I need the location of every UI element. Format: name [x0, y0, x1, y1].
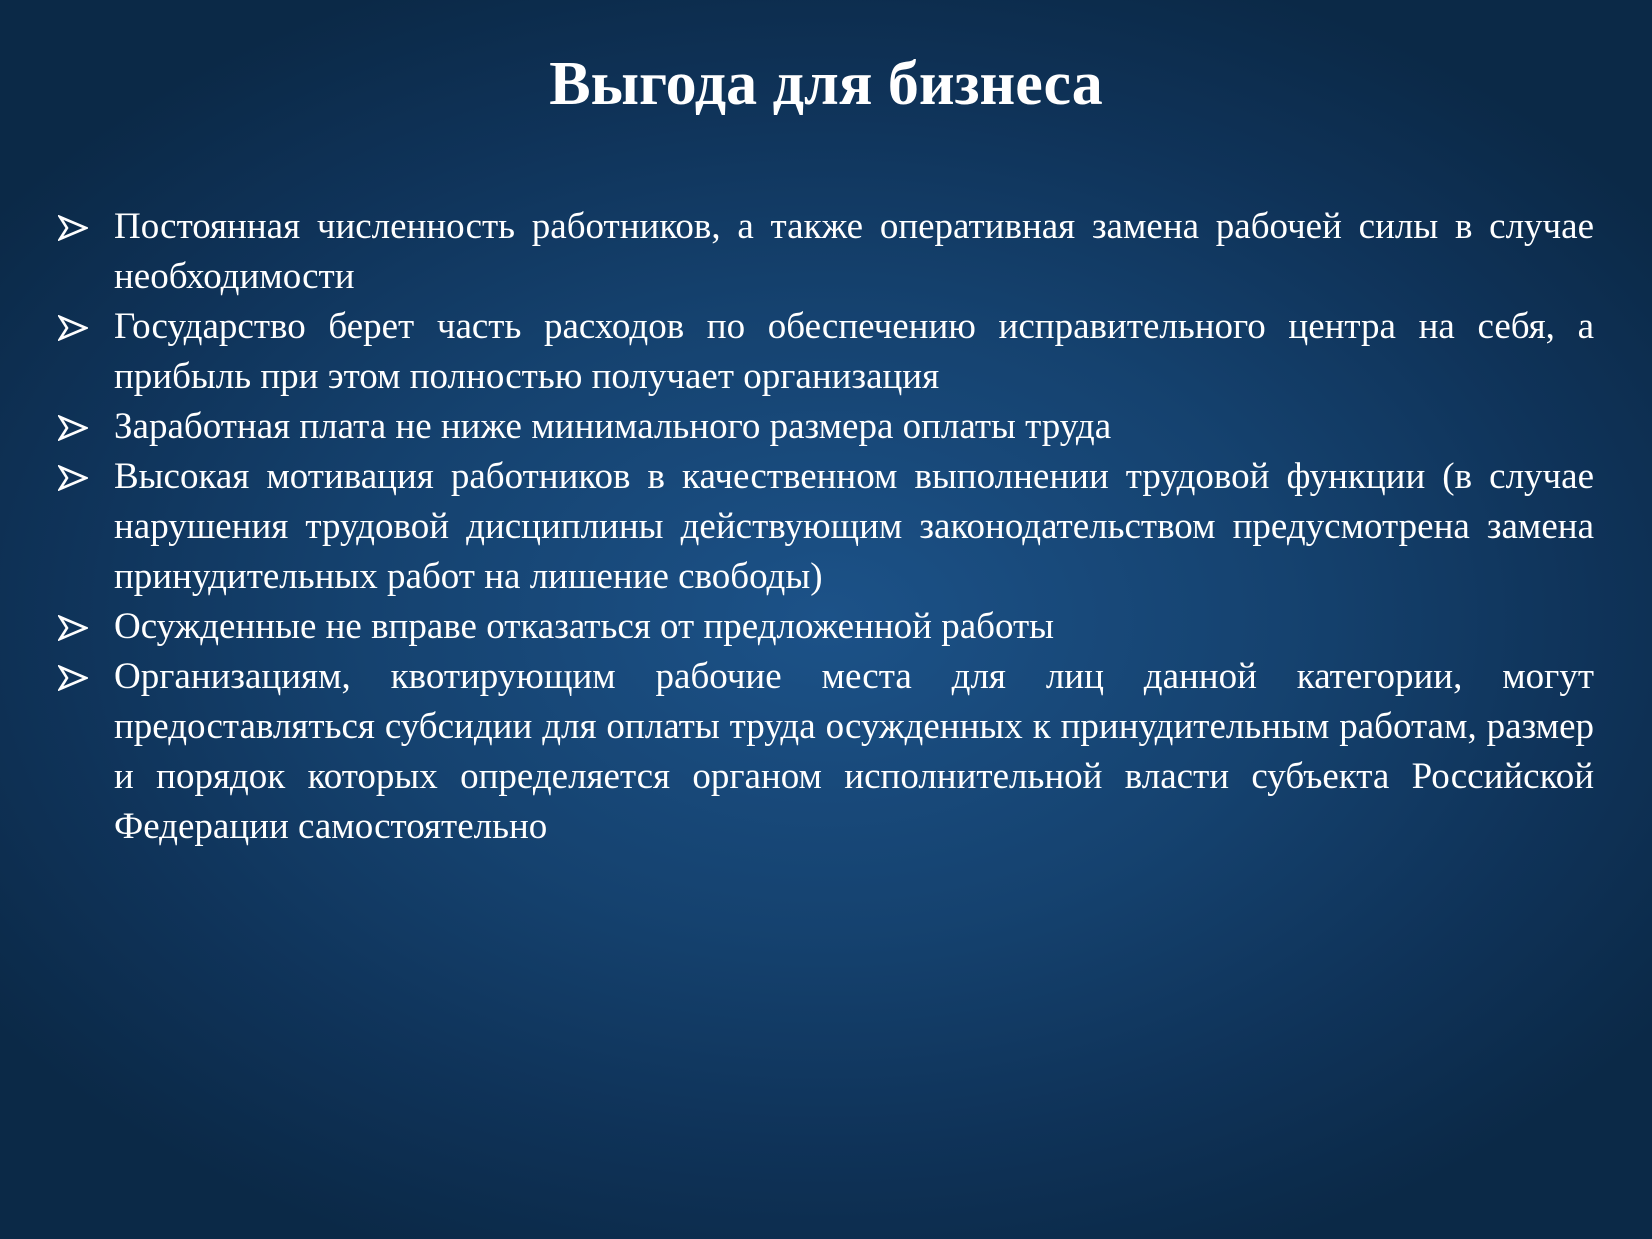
arrowhead-bullet-icon — [58, 465, 88, 491]
arrowhead-bullet-icon — [58, 215, 88, 241]
bullet-text: Заработная плата не ниже минимального размера оплаты труда — [114, 406, 1112, 447]
bullet-text: Постоянная численность работников, а также оперативная замена рабочей силы в случае необходимости — [114, 206, 1594, 297]
bullet-list — [56, 202, 1594, 852]
arrowhead-bullet-icon — [58, 615, 88, 641]
bullet-text: Высокая мотивация работников в качественном выполнении трудовой функции (в случае нарушения трудовой дисциплины действующим законодательством предусмотрена замена принудительных работ на лишение свободы) — [114, 456, 1594, 597]
slide-title: Выгода для бизнеса — [549, 50, 1103, 118]
bullet-item — [56, 602, 1594, 652]
bullet-text: Организациям, квотирующим рабочие места для лиц данной категории, могут предоставляться субсидии для оплаты труда осужденных к принудительным работам, размер и порядок которых определяется органом исполнительной власти субъекта Российской Федерации самостоятельно — [114, 656, 1594, 847]
bullet-item — [56, 302, 1594, 402]
arrowhead-bullet-icon — [58, 315, 88, 341]
bullet-item — [56, 652, 1594, 852]
bullet-item — [56, 402, 1594, 452]
bullet-item — [56, 202, 1594, 302]
bullet-text: Государство берет часть расходов по обеспечению исправительного центра на себя, а прибыль при этом полностью получает организация — [114, 306, 1594, 397]
arrowhead-bullet-icon — [58, 665, 88, 691]
bullet-text: Осужденные не вправе отказаться от предложенной работы — [114, 606, 1055, 647]
arrowhead-bullet-icon — [58, 415, 88, 441]
bullet-item — [56, 452, 1594, 602]
